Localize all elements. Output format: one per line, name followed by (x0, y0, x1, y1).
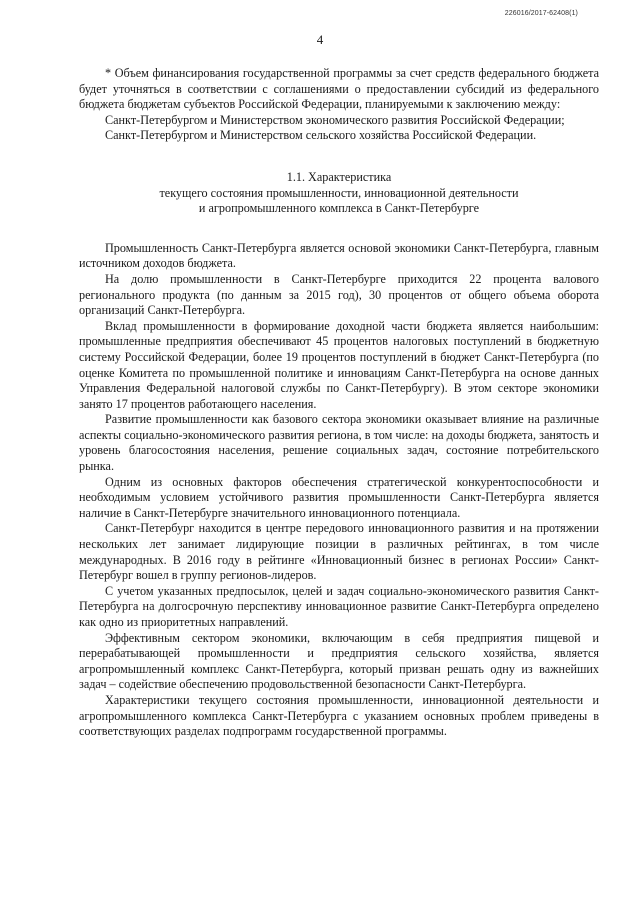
paragraph: Развитие промышленности как базового сектора экономики оказывает влияние на различные аспекты социально-экономического развития региона, в том числе: на доходы бюджета, занятость и уровень благосостояния населения, решение социальных задач, состояние потребительского рынка. (79, 412, 599, 474)
paragraph: Эффективным сектором экономики, включающим в себя предприятия пищевой и перерабатывающей промышленности и предприятия сельского хозяйства, является агропромышленный комплекс Санкт-Петербурга, который призван решать одну из важнейших задач – содействие обеспечению продовольственной безопасности Санкт-Петербурга. (79, 630, 599, 692)
section-heading-line: текущего состояния промышленности, инновационной деятельности (159, 185, 519, 200)
footnote-intro: * Объем финансирования государственной программы за счет средств федерального бюджета будет уточняться в соответствии с соглашениями о предоставлении субсидий из федерального бюджета бюджетам субъектов Российской Федерации, планируемыми к заключению между: (79, 66, 599, 112)
footnote-line: Санкт-Петербургом и Министерством сельского хозяйства Российской Федерации. (105, 128, 537, 143)
footnote (79, 66, 599, 144)
section-heading-line: и агропромышленного комплекса в Санкт-Петербурге (198, 201, 480, 216)
page-body (79, 66, 599, 740)
paragraph: Промышленность Санкт-Петербурга является основой экономики Санкт-Петербурга, главным источником доходов бюджета. (79, 240, 599, 271)
section-title (79, 170, 599, 217)
document-registration-number: 226016/2017-62408(1) (504, 10, 578, 17)
page-number: 4 (316, 32, 324, 47)
section-body (79, 241, 599, 740)
paragraph: Одним из основных факторов обеспечения стратегической конкурентоспособности и необходимым условием устойчивого развития промышленности Санкт-Петербурга является наличие в Санкт-Петербурге значительного инновационного потенциала. (79, 474, 599, 520)
paragraph: Характеристики текущего состояния промышленности, инновационной деятельности и агропромышленного комплекса Санкт-Петербурга с указанием основных проблем приведены в соответствующих разделах подпрограмм государственной программы. (79, 692, 599, 739)
paragraph: Вклад промышленности в формирование доходной части бюджета является наибольшим: промышленные предприятия обеспечивают 45 процентов налоговых поступлений в бюджетную систему Российской Федерации, более 19 процентов поступлений в бюджет Санкт-Петербурга (по оценке Комитета по промышленной политике и инновациям Санкт-Петербурга на основе данных Управления Федеральной налоговой службы по Санкт-Петербургу). В этом секторе экономики занято 17 процентов работающего населения. (79, 318, 599, 411)
footnote-line: Санкт-Петербургом и Министерством экономического развития Российской Федерации; (105, 112, 565, 127)
paragraph: Санкт-Петербург находится в центре передового инновационного развития и на протяжении нескольких лет занимает лидирующие позиции в различных рейтингах, в том числе международных. В 2016 году в рейтинге «Инновационный бизнес в регионах России» Санкт-Петербург вошел в группу регионов-лидеров. (79, 521, 599, 583)
paragraph: На долю промышленности в Санкт-Петербурге приходится 22 процента валового регионального продукта (по данным за 2015 год), 30 процентов от общего объема оборота организаций Санкт-Петербурга. (79, 271, 599, 318)
section-number-heading: 1.1. Характеристика (286, 169, 392, 184)
paragraph: С учетом указанных предпосылок, целей и задач социально-экономического развития Санкт-Петербурга на долгосрочную перспективу инновационное развитие Санкт-Петербурга определено как одно из приоритетных направлений. (79, 583, 599, 629)
